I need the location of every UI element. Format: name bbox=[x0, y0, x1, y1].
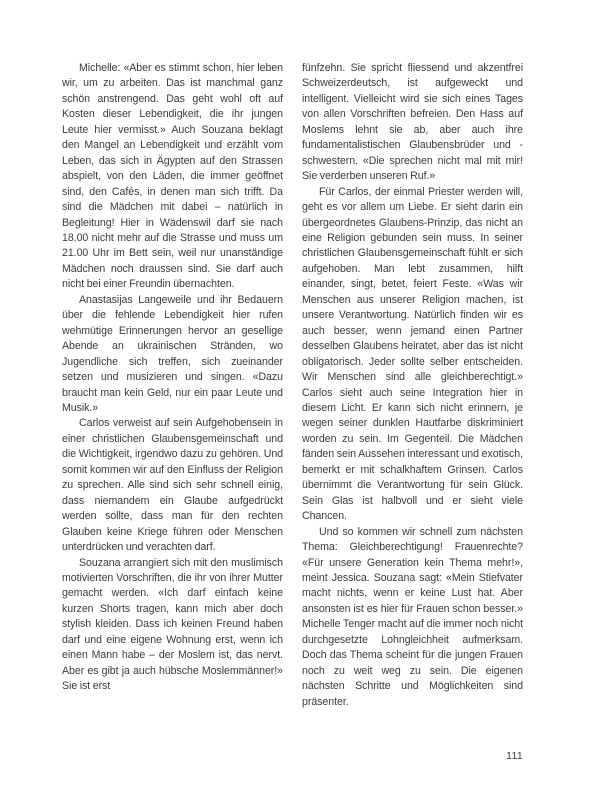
left-column bbox=[62, 61, 283, 710]
right-column bbox=[302, 61, 523, 710]
paragraph-carlos-liebe: Für Carlos, der einmal Priester werden will, geht es vor allem um Liebe. Er sieht darin ein übergeordnetes Glaubens-Prinzip, das nicht an eine Religion gebunden sein muss. In seiner christlichen Glaubensgemeinschaft fühlt er sich aufgehoben. Man lebt zusammen, hilft einander, singt, betet, feiert Feste. «Was wir Menschen aus unserer Religion machen, ist unsere Verantwortung. Natürlich finden wir es auch besser, wenn jemand einen Partner desselben Glaubens heiratet, aber das ist nicht obligatorisch. Jeder sollte selber entscheiden. Wir Menschen sind alle gleichberechtigt.» Carlos sieht auch seine Integration hier in diesem Licht. Er kann sich nicht erinnern, je wegen seiner dunklen Hautfarbe diskriminiert worden zu sein. Im Gegenteil. Die Mädchen fänden sein Aussehen interessant und exotisch, bemerkt er mit schalkhaftem Grinsen. Carlos übernimmt die Verantwortung für sein Glück. Sein Glas ist halbvoll und er sieht viele Chancen. bbox=[302, 185, 523, 523]
paragraph-souzana-continued: fünfzehn. Sie spricht fliessend und akzentfrei Schweizerdeutsch, ist aufgeweckt und intelligent. Vielleicht wird sie sich eines Tages von allen Vorschriften befreien. Den Hass auf Moslems lehnt sie ab, aber auch ihre fundamentalistischen Glaubensbrüder und -schwestern. «Die sprechen nicht mal mit mir! Sie verderben unseren Ruf.» bbox=[302, 62, 523, 183]
page-number: 111 bbox=[506, 750, 523, 762]
paragraph-souzana-vorschriften: Souzana arrangiert sich mit den muslimisch motivierten Vorschriften, die ihr von ihrer Mutter gemacht werden. «Ich darf einfach keine kurzen Shorts tragen, kann mich aber doch stylish kleiden. Dass ich keinen Freund haben darf und eine eigene Wohnung erst, wenn ich einen Mann habe – der Moslem ist, das nervt. Aber es gibt ja auch hübsche Moslemmänner!» Sie ist erst bbox=[62, 556, 283, 693]
text-columns bbox=[62, 61, 523, 710]
paragraph-gleichberechtigung: Und so kommen wir schnell zum nächsten Thema: Gleichberechtigung! Frauenrechte? «Für unsere Generation kein Thema mehr!», meint Jessica. Souzana sagt: «Mein Stiefvater macht nichts, wenn er keine Lust hat. Aber ansonsten ist es hier für Frauen schon besser.» Michelle Tenger macht auf die immer noch nicht durchgesetzte Lohngleichheit aufmerksam. Doch das Thema scheint für die jungen Frauen noch zu weit weg zu sein. Die eigenen nächsten Schritte und Möglichkeiten sind präsenter. bbox=[302, 525, 523, 708]
paragraph-anastasija-langeweile: Anastasijas Langeweile und ihr Bedauern über die fehlende Lebendigkeit hier rufen wehmütige Erinnerungen hervor an gesellige Abende an ukrainischen Stränden, wo Jugendliche sich treffen, sich zueinander setzen und musizieren und singen. «Dazu braucht man kein Geld, nur ein paar Leute und Musik.» bbox=[62, 293, 283, 414]
paragraph-carlos-glaubensgemeinschaft: Carlos verweist auf sein Aufgehobensein in einer christlichen Glaubensgemeinschaft und die Wichtigkeit, irgendwo dazu zu gehören. Und somit kommen wir auf den Einfluss der Religion zu sprechen. Alle sind sich sehr schnell einig, dass niemandem ein Glaube aufgedrückt werden sollte, dass man für den rechten Glauben keine Kriege führen oder Menschen unterdrücken und verachten darf. bbox=[62, 417, 283, 554]
paragraph-michelle-quote: Michelle: «Aber es stimmt schon, hier leben wir, um zu arbeiten. Das ist manchmal ganz schön anstrengend. Das geht wohl oft auf Kosten dieser Lebendigkeit, die ihr jungen Leute hier vermisst.» Auch Souzana beklagt den Mangel an Lebendigkeit und erzählt vom Leben, das sich in Ägypten auf den Strassen abspielt, von den Läden, die immer geöffnet sind, den Cafés, in denen man sich trifft. Da sind die Mädchen mit dabei – natürlich in Begleitung! Hier in Wädenswil darf sie nach 18.00 nicht mehr auf die Strasse und muss um 21.00 Uhr im Bett sein, weil nur unanständige Mädchen noch draussen sind. Sie darf auch nicht bei einer Freundin übernachten. bbox=[62, 62, 283, 291]
